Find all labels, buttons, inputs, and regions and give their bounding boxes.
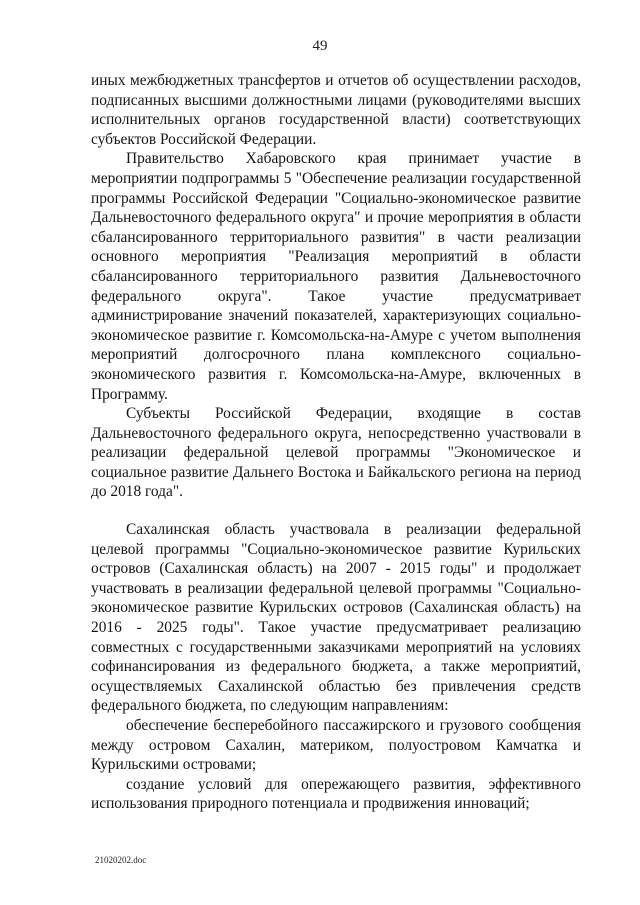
paragraph-khabarovsk-government: Правительство Хабаровского края принимает участие в мероприятии подпрограммы 5 "Обеспечение реализации государственной программы Российской Федерации "Социально-экономическое развитие Дальневосточного федерального округа" и прочие мероприятия в области сбалансированного территориального развития" в части реализации основного мероприятия "Реализация мероприятий в области сбалансированного территориального развития Дальневосточного федерального округа". Такое участие предусматривает администрирование значений показателей, характеризующих социально-экономическое развитие г. Комсомольска-на-Амуре с учетом выполнения мероприятий долгосрочного плана комплексного социально-экономического развития г. Комсомольска-на-Амуре, включенных в Программу. (91, 150, 581, 403)
footer-filename: 21020202.doc (95, 855, 147, 865)
paragraph-far-east-subjects: Субъекты Российской Федерации, входящие в состав Дальневосточного федерального округа, непосредственно участвовали в реализации федеральной целевой программы "Экономическое и социальное развитие Дальнего Востока и Байкальского региона на период до 2018 года". (91, 405, 581, 501)
paragraph-transfers-reports: иных межбюджетных трансфертов и отчетов об осуществлении расходов, подписанных высшими должностными лицами (руководителями высших исполнительных органов государственной власти) соответствующих субъектов Российской Федерации. (91, 72, 581, 148)
document-body (91, 71, 581, 814)
paragraph-innovation-development: создание условий для опережающего развития, эффективного использования природного потенциала и продвижения инноваций; (91, 775, 581, 813)
paragraph-transport-connection: обеспечение бесперебойного пассажирского и грузового сообщения между островом Сахалин, материком, полуостровом Камчатка и Курильскими островами; (91, 717, 581, 774)
paragraph-sakhalin-region: Сахалинская область участвовала в реализации федеральной целевой программы "Социально-экономическое развитие Курильских островов (Сахалинская область) на 2007 - 2015 годы" и продолжает участвовать в реализации федеральной целевой программы "Социально-экономическое развитие Курильских островов (Сахалинская область) на 2016 - 2025 годы". Такое участие предусматривает реализацию совместных с государственными заказчиками мероприятий на условиях софинансирования из федерального бюджета, а также мероприятий, осуществляемых Сахалинской областью без привлечения средств федерального бюджета, по следующим направлениям: (91, 521, 581, 715)
page-number: 49 (312, 38, 328, 54)
